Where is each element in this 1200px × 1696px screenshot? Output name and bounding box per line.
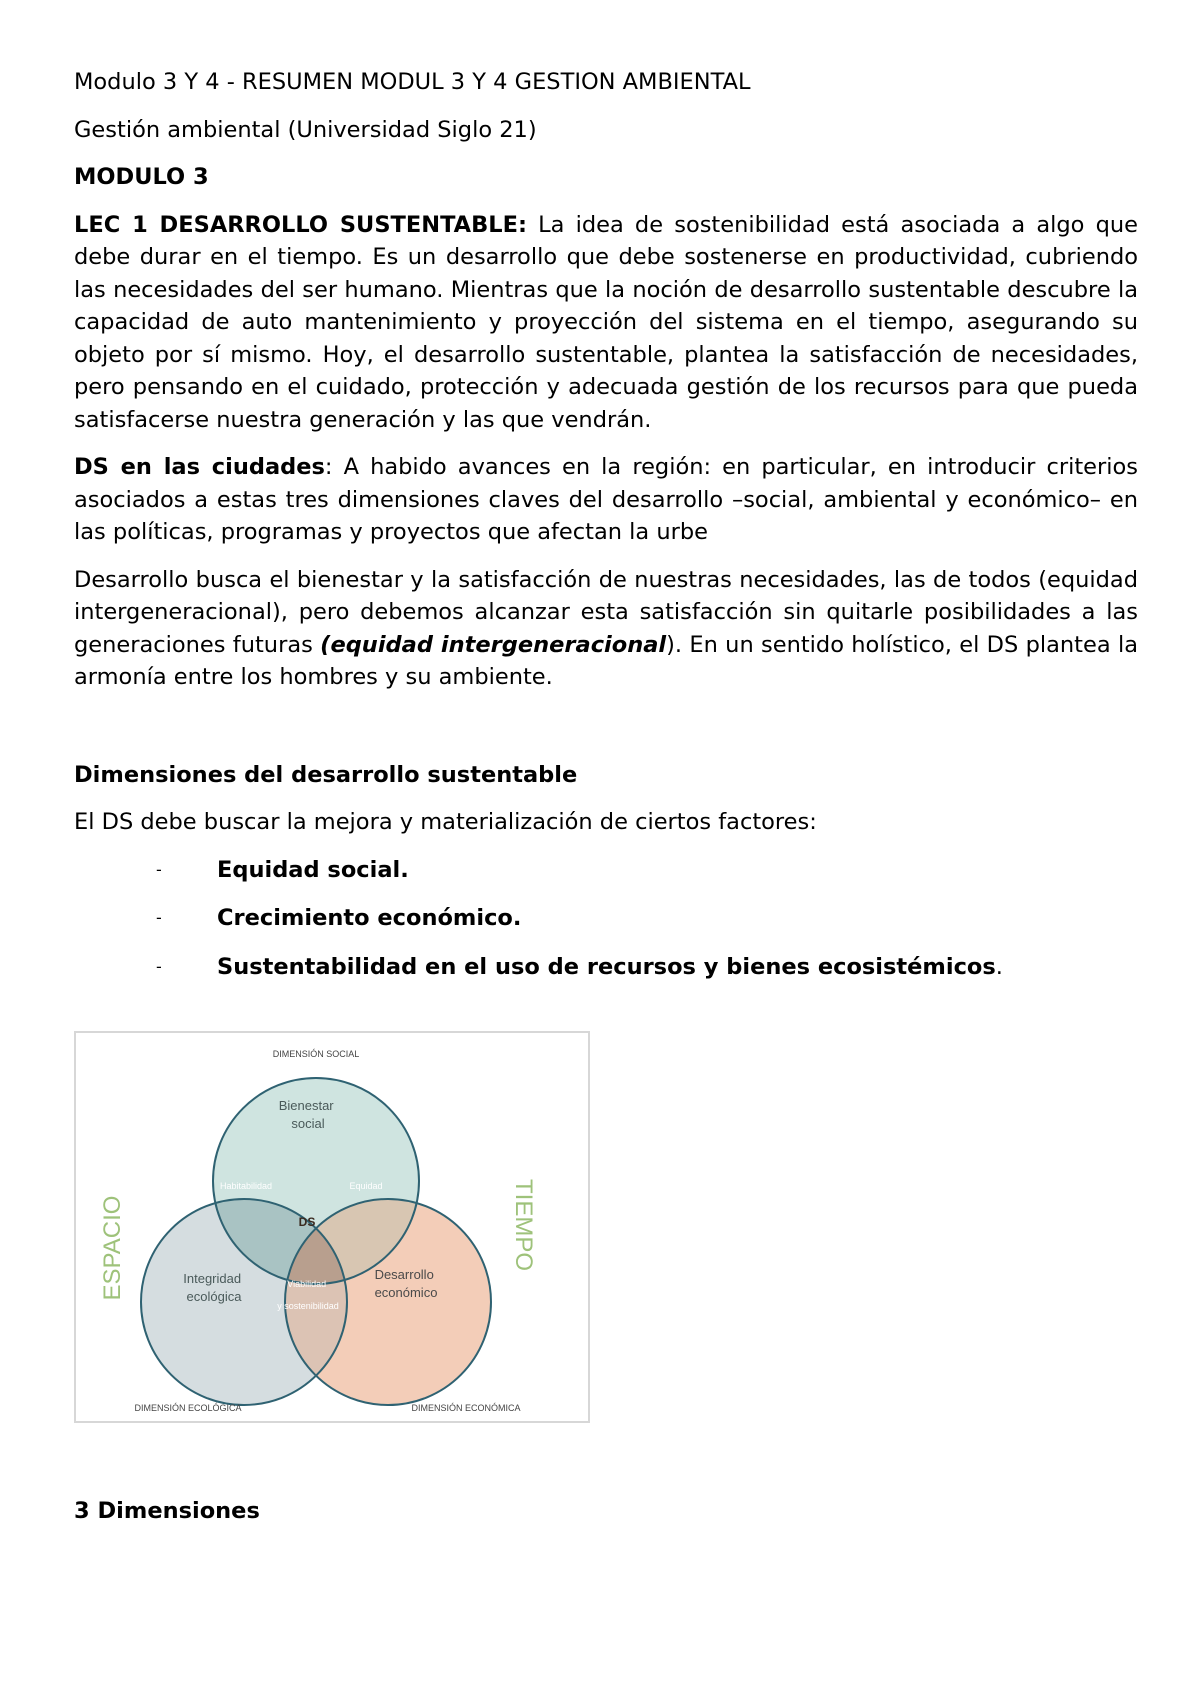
lec1-label: LEC 1 DESARROLLO SUSTENTABLE: xyxy=(74,211,527,238)
dimensiones-list xyxy=(74,854,1138,984)
label-desarrollo-economico: Desarrollo económico xyxy=(374,1267,438,1300)
list-item xyxy=(74,854,1138,887)
label-dimension-social: DIMENSIÓN SOCIAL xyxy=(272,1049,360,1059)
list-item-text: Sustentabilidad en el uso de recursos y bienes ecosistémicos xyxy=(217,953,996,980)
venn-diagram-figure xyxy=(74,1031,590,1423)
list-item-text: Equidad social. xyxy=(217,856,409,883)
desarrollo-text-after: ). En un sentido holístico, el DS plantea la armonía entre los hombres y su ambiente. xyxy=(74,631,1138,690)
dash-bullet: - xyxy=(156,956,162,976)
dimensiones-heading: Dimensiones del desarrollo sustentable xyxy=(74,761,578,788)
dimensiones-intro: El DS debe buscar la mejora y materialización de ciertos factores: xyxy=(74,809,817,835)
dash-bullet: - xyxy=(156,859,162,879)
label-habitabilidad: Habitabilidad xyxy=(219,1181,273,1191)
spacer xyxy=(74,709,1138,759)
list-item-text: Crecimiento económico. xyxy=(217,905,522,931)
list-item-suffix: . xyxy=(995,953,1003,980)
label-viabilidad: Viabilidad y sostenibilidad xyxy=(277,1279,339,1311)
label-ds-center: DS xyxy=(298,1215,316,1229)
lec1-paragraph xyxy=(74,209,1138,437)
lec1-text: La idea de sostenibilidad está asociada a algo que debe durar en el tiempo. Es un desarrollo que debe sostenerse en productividad, cubriendo las necesidades del ser humano. Mientras que la noción de desarrollo sustentable descubre la capacidad de auto mantenimiento y proyección del sistema en el tiempo, asegurando su objeto por sí mismo. Hoy, el desarrollo sustentable, plantea la satisfacción de necesidades, pero pensando en el cuidado, protección y adecuada gestión de los recursos para que pueda satisfacerse nuestra generación y las que vendrán. xyxy=(74,211,1138,433)
label-bienestar-social: Bienestar social xyxy=(278,1098,334,1131)
dash-bullet: - xyxy=(156,908,162,927)
label-equidad: Equidad xyxy=(349,1181,383,1191)
label-integridad-ecologica: Integridad ecológica xyxy=(183,1271,242,1304)
desarrollo-emphasis: (equidad intergeneracional xyxy=(320,631,667,658)
ds-ciudades-text: : A habido avances en la región: en particular, en introducir criterios asociados a estas tres dimensiones claves del desarrollo –social, ambiental y económico– en las políticas, programas y proyectos que afectan la urbe xyxy=(74,454,1139,545)
desarrollo-text-before: Desarrollo busca el bienestar y la satisfacción de nuestras necesidades, las de todos (equidad intergeneracional), pero debemos alcanzar esta satisfacción sin quitarle posibilidades a las generaciones futuras xyxy=(74,566,1138,658)
label-dimension-economica: DIMENSIÓN ECONÓMICA xyxy=(411,1403,521,1413)
desarrollo-paragraph xyxy=(74,564,1138,694)
document-title: Modulo 3 Y 4 - RESUMEN MODUL 3 Y 4 GESTION AMBIENTAL xyxy=(74,69,751,95)
course-name: Gestión ambiental (Universidad Siglo 21) xyxy=(74,116,537,143)
list-item xyxy=(74,951,1138,984)
document-page xyxy=(74,66,1138,1528)
tres-dimensiones-heading: 3 Dimensiones xyxy=(74,1498,260,1524)
label-tiempo: TIEMPO xyxy=(510,1178,537,1272)
label-dimension-ecologica: DIMENSIÓN ECOLÓGICA xyxy=(134,1403,242,1413)
label-espacio: ESPACIO xyxy=(99,1195,126,1301)
ds-ciudades-label: DS en las ciudades xyxy=(74,454,325,480)
venn-diagram xyxy=(76,1033,588,1421)
ds-ciudades-paragraph xyxy=(74,451,1138,549)
module-heading: MODULO 3 xyxy=(74,164,209,190)
list-item xyxy=(74,902,1138,935)
